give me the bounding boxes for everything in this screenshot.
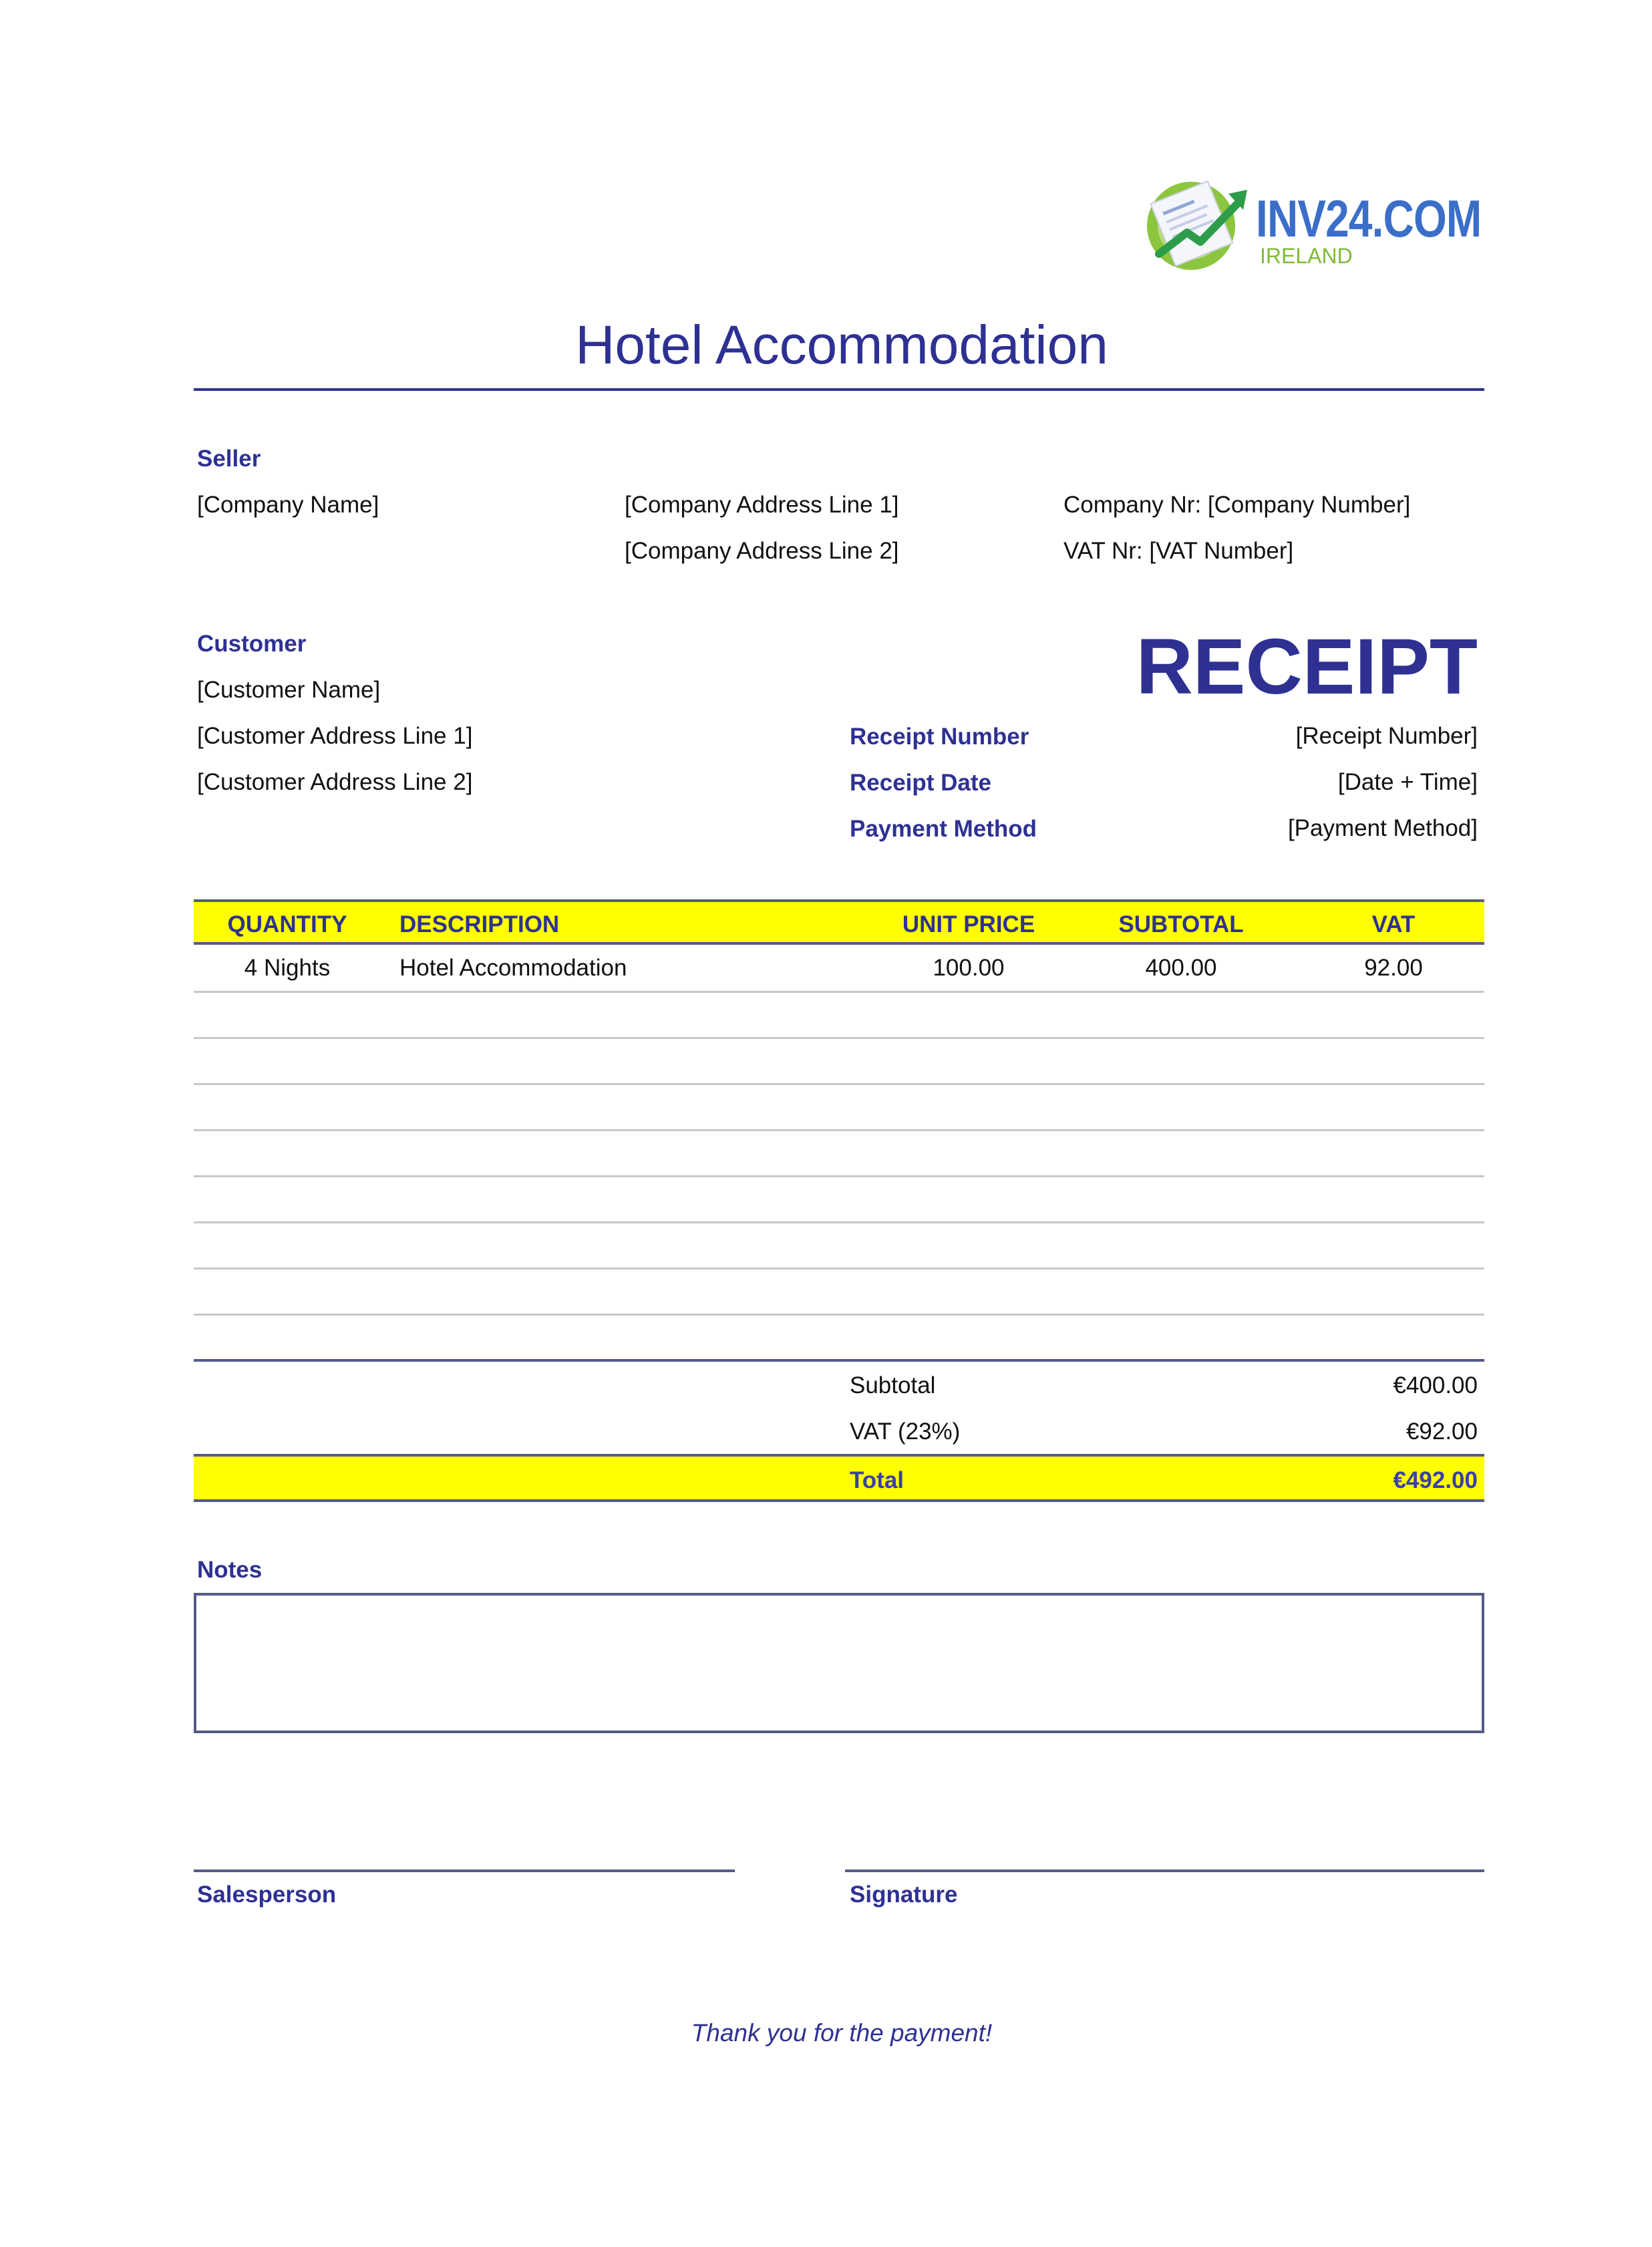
receipt-date-label: Receipt Date: [850, 770, 992, 796]
vat-value: €92.00: [1406, 1418, 1478, 1445]
salesperson-label: Salesperson: [197, 1882, 337, 1908]
seller-heading: Seller: [197, 446, 261, 472]
seller-company-name: [Company Name]: [197, 492, 379, 518]
seller-address-line-2: [Company Address Line 2]: [625, 538, 899, 564]
customer-name: [Customer Name]: [197, 677, 381, 703]
column-header-unit-price: UNIT PRICE: [902, 911, 1035, 937]
document-title: Hotel Accommodation: [575, 315, 1108, 376]
receipt-number-value: [Receipt Number]: [1295, 723, 1478, 749]
receipt-date-value: [Date + Time]: [1337, 769, 1478, 795]
column-header-subtotal: SUBTOTAL: [1118, 911, 1244, 937]
title-divider: [194, 388, 1484, 391]
receipt-heading: RECEIPT: [1136, 623, 1478, 711]
payment-method-value: [Payment Method]: [1287, 815, 1478, 841]
seller-vat-number: VAT Nr: [VAT Number]: [1063, 538, 1294, 564]
table-row-divider: [194, 1314, 1484, 1316]
total-bar: [194, 1454, 1484, 1502]
row-subtotal: 400.00: [1145, 955, 1217, 981]
customer-heading: Customer: [197, 631, 307, 657]
row-quantity: 4 Nights: [244, 955, 331, 981]
subtotal-label: Subtotal: [850, 1372, 936, 1398]
column-header-quantity: QUANTITY: [227, 911, 347, 937]
logo-country-text: IRELAND: [1260, 244, 1353, 268]
seller-address-line-1: [Company Address Line 1]: [625, 492, 899, 518]
total-value: €492.00: [1393, 1467, 1478, 1493]
table-bottom-border: [194, 1359, 1484, 1362]
notes-heading: Notes: [197, 1557, 263, 1583]
table-row: [194, 945, 1484, 991]
subtotal-value: €400.00: [1393, 1372, 1478, 1398]
thank-you-message: Thank you for the payment!: [691, 2019, 993, 2047]
logo-brand-text: INV24.COM: [1256, 189, 1482, 248]
column-header-description: DESCRIPTION: [399, 911, 560, 937]
total-label: Total: [850, 1467, 904, 1493]
notes-box: [194, 1593, 1484, 1733]
vat-label: VAT (23%): [850, 1418, 961, 1445]
seller-company-number: Company Nr: [Company Number]: [1063, 492, 1411, 518]
row-vat: 92.00: [1364, 955, 1423, 981]
receipt-number-label: Receipt Number: [850, 724, 1029, 750]
signature-line: [845, 1869, 1484, 1872]
table-row-divider: [194, 1083, 1484, 1085]
salesperson-line: [194, 1869, 735, 1872]
table-row-divider: [194, 991, 1484, 993]
signature-label: Signature: [850, 1882, 958, 1908]
payment-method-label: Payment Method: [850, 816, 1037, 842]
table-row-divider: [194, 1129, 1484, 1131]
table-row-divider: [194, 1267, 1484, 1269]
column-header-vat: VAT: [1371, 911, 1416, 937]
items-table-header: [194, 899, 1484, 945]
row-description: Hotel Accommodation: [399, 955, 627, 981]
customer-address-line-1: [Customer Address Line 1]: [197, 723, 473, 749]
customer-address-line-2: [Customer Address Line 2]: [197, 769, 473, 795]
table-row-divider: [194, 1221, 1484, 1223]
logo-emblem-icon: [1146, 175, 1253, 275]
table-row-divider: [194, 1037, 1484, 1039]
row-unit-price: 100.00: [933, 955, 1005, 981]
table-row-divider: [194, 1175, 1484, 1177]
